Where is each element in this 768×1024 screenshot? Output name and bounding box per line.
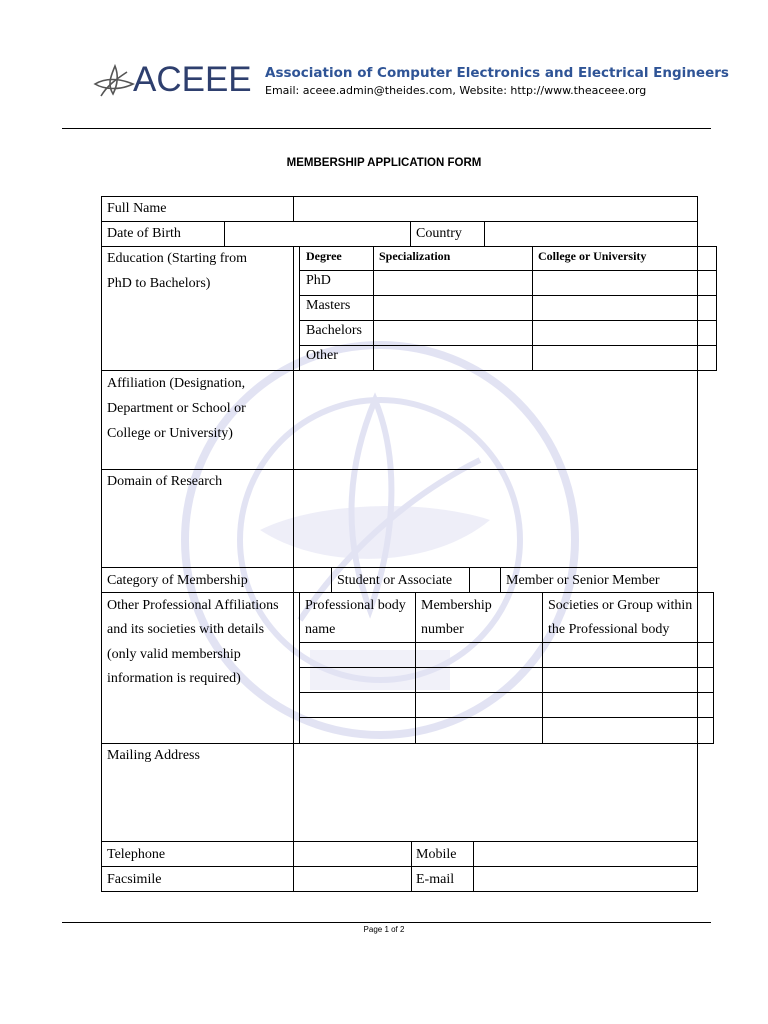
- education-label-line2: PhD to Bachelors): [107, 276, 211, 291]
- affiliation-field[interactable]: [293, 370, 698, 470]
- org-name: Association of Computer Electronics and Electrical Engineers: [265, 65, 729, 81]
- other-affiliations-line2: and its societies with details: [107, 622, 265, 637]
- masters-college-field[interactable]: [532, 295, 698, 321]
- email-label: E-mail: [416, 872, 455, 887]
- edu-extra-cell: [697, 295, 717, 321]
- mailing-label: Mailing Address: [107, 748, 200, 763]
- phd-college-field[interactable]: [532, 270, 698, 296]
- prof-header-number-line1: Membership: [421, 598, 492, 613]
- header-divider: [62, 128, 711, 129]
- dob-field[interactable]: [224, 221, 411, 247]
- other-specialization-field[interactable]: [373, 345, 533, 371]
- bachelors-college-field[interactable]: [532, 320, 698, 346]
- edu-header-degree: Degree: [306, 249, 342, 263]
- edu-degree-masters: Masters: [306, 298, 351, 313]
- full-name-label: Full Name: [107, 201, 167, 216]
- prof-header-number-line2: number: [421, 622, 464, 637]
- affiliation-label-line2: Department or School or: [107, 401, 246, 416]
- masters-specialization-field[interactable]: [373, 295, 533, 321]
- facsimile-label: Facsimile: [107, 872, 162, 887]
- edu-extra-cell: [697, 246, 717, 271]
- bachelors-specialization-field[interactable]: [373, 320, 533, 346]
- prof-header-societies-line2: the Professional body: [548, 622, 670, 637]
- edu-header-specialization: Specialization: [379, 249, 451, 263]
- form-title: MEMBERSHIP APPLICATION FORM: [286, 157, 482, 169]
- full-name-field[interactable]: [293, 196, 698, 222]
- edu-extra-cell: [697, 345, 717, 371]
- country-field[interactable]: [484, 221, 698, 247]
- edu-degree-other: Other: [306, 348, 338, 363]
- prof-row2-societies-field[interactable]: [542, 667, 714, 693]
- dob-label: Date of Birth: [107, 226, 181, 241]
- org-contact: Email: aceee.admin@theides.com, Website: http://www.theaceee.org: [265, 84, 647, 97]
- category-label: Category of Membership: [107, 573, 248, 588]
- prof-row4-societies-field[interactable]: [542, 717, 714, 744]
- edu-extra-cell: [697, 320, 717, 346]
- prof-row2-body-field[interactable]: [299, 667, 416, 693]
- other-affiliations-line4: information is required): [107, 671, 241, 686]
- prof-row4-body-field[interactable]: [299, 717, 416, 744]
- other-affiliations-line3: (only valid membership: [107, 647, 241, 662]
- edu-degree-phd: PhD: [306, 273, 331, 288]
- mobile-label: Mobile: [416, 847, 457, 862]
- affiliation-label-line3: College or University): [107, 426, 233, 441]
- student-checkbox[interactable]: [293, 567, 332, 593]
- mailing-address-field[interactable]: [293, 743, 698, 842]
- domain-field[interactable]: [293, 469, 698, 568]
- prof-row1-societies-field[interactable]: [542, 642, 714, 668]
- telephone-label: Telephone: [107, 847, 166, 862]
- footer-divider: [62, 922, 711, 923]
- student-label: Student or Associate: [337, 573, 453, 588]
- prof-row3-body-field[interactable]: [299, 692, 416, 718]
- prof-header-societies-line1: Societies or Group within: [548, 598, 693, 613]
- prof-row3-number-field[interactable]: [415, 692, 543, 718]
- edu-degree-bachelors: Bachelors: [306, 323, 362, 338]
- edu-header-college: College or University: [538, 249, 647, 263]
- prof-header-body-line1: Professional body: [305, 598, 406, 613]
- mobile-field[interactable]: [473, 841, 698, 867]
- country-label: Country: [416, 226, 462, 241]
- telephone-field[interactable]: [293, 841, 412, 867]
- affiliation-label-line1: Affiliation (Designation,: [107, 376, 246, 391]
- page-number: Page 1 of 2: [363, 925, 405, 934]
- facsimile-field[interactable]: [293, 866, 412, 892]
- prof-row2-number-field[interactable]: [415, 667, 543, 693]
- prof-header-body-line2: name: [305, 622, 336, 637]
- member-label: Member or Senior Member: [506, 573, 660, 588]
- edu-extra-cell: [697, 270, 717, 296]
- phd-specialization-field[interactable]: [373, 270, 533, 296]
- prof-row1-body-field[interactable]: [299, 642, 416, 668]
- logo-text: ACEEE: [133, 60, 252, 99]
- prof-row3-societies-field[interactable]: [542, 692, 714, 718]
- other-affiliations-line1: Other Professional Affiliations: [107, 598, 279, 613]
- prof-row4-number-field[interactable]: [415, 717, 543, 744]
- other-college-field[interactable]: [532, 345, 698, 371]
- member-checkbox[interactable]: [469, 567, 501, 593]
- education-label-line1: Education (Starting from: [107, 251, 247, 266]
- email-field[interactable]: [473, 866, 698, 892]
- prof-row1-number-field[interactable]: [415, 642, 543, 668]
- domain-label: Domain of Research: [107, 474, 223, 489]
